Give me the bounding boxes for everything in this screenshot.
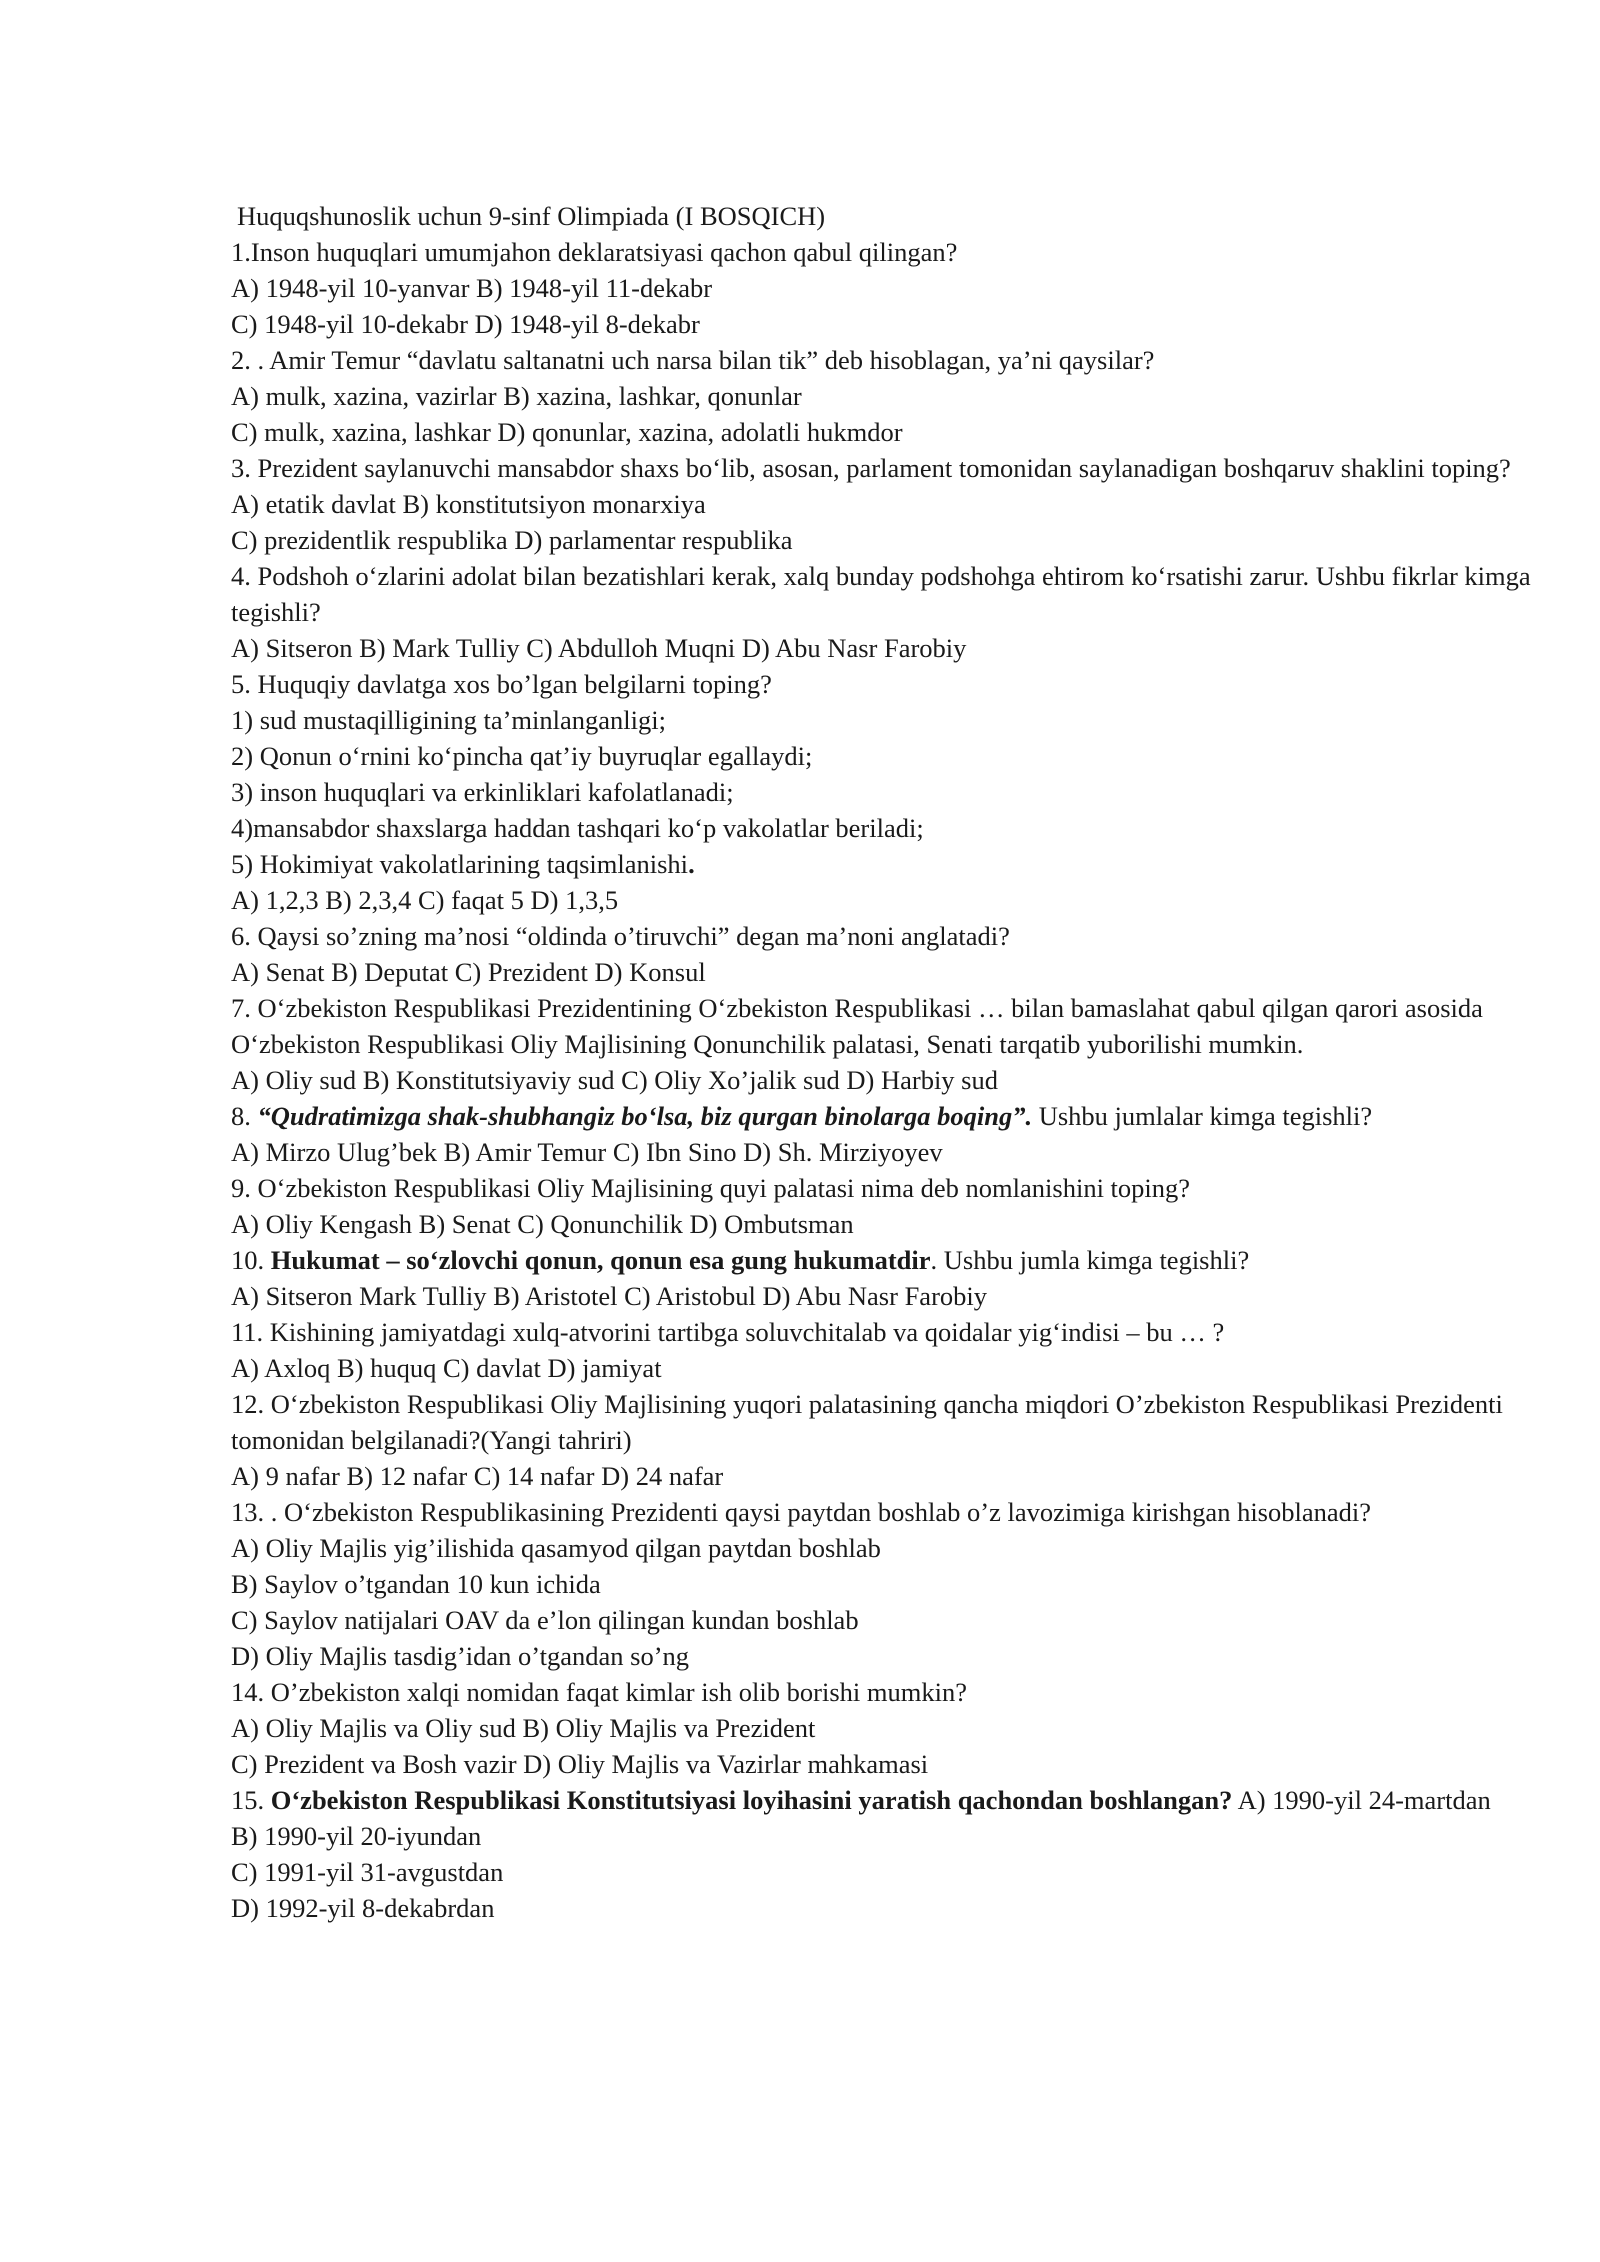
question-6-options: A) Senat B) Deputat C) Prezident D) Konsul (231, 957, 706, 987)
question-10-rest: . Ushbu jumla kimga tegishli? (930, 1245, 1250, 1275)
question-4: 4. Podshoh o‘zlarini adolat bilan bezatishlari kerak, xalq bunday podshohga ehtirom ko‘rsatishi zarur. Ushbu fikrlar kimga tegishli? (231, 561, 1531, 627)
question-1: 1.Inson huquqlari umumjahon deklaratsiyasi qachon qabul qilingan? (231, 237, 958, 267)
question-4-options: A) Sitseron B) Mark Tulliy C) Abdulloh Muqni D) Abu Nasr Farobiy (231, 633, 967, 663)
question-2-options-ab: A) mulk, xazina, vazirlar B) xazina, lashkar, qonunlar (231, 381, 802, 411)
question-5-statement-1: 1) sud mustaqilligining ta’minlanganligi; (231, 705, 666, 735)
question-12: 12. O‘zbekiston Respublikasi Oliy Majlisining yuqori palatasining qancha miqdori O’zbekiston Respublikasi Prezidenti tomonidan belgilanadi?(Yangi tahriri) (231, 1389, 1503, 1455)
question-15-text: O‘zbekiston Respublikasi Konstitutsiyasi loyihasini yaratish qachondan boshlangan? (270, 1785, 1233, 1815)
question-12-options: A) 9 nafar B) 12 nafar C) 14 nafar D) 24 nafar (231, 1461, 724, 1491)
question-5-statement-5 (231, 846, 1531, 882)
question-13-option-c: C) Saylov natijalari OAV da e’lon qilingan kundan boshlab (231, 1605, 859, 1635)
question-6: 6. Qaysi so’zning ma’nosi “oldinda o’tiruvchi” degan ma’noni anglatadi? (231, 921, 1010, 951)
question-5: 5. Huquqiy davlatga xos bo’lgan belgilarni toping? (231, 669, 772, 699)
question-5-options: A) 1,2,3 B) 2,3,4 C) faqat 5 D) 1,3,5 (231, 885, 619, 915)
question-13-option-b: B) Saylov o’tgandan 10 kun ichida (231, 1569, 601, 1599)
question-14: 14. O’zbekiston xalqi nomidan faqat kimlar ish olib borishi mumkin? (231, 1677, 967, 1707)
question-8 (231, 1098, 1531, 1134)
question-11: 11. Kishining jamiyatdagi xulq-atvorini tartibga soluvchitalab va qoidalar yig‘indisi – bu … ? (231, 1317, 1225, 1347)
question-15-number: 15. (231, 1785, 271, 1815)
question-3-options-ab: A) etatik davlat B) konstitutsiyon monarxiya (231, 489, 706, 519)
document-title: Huquqshunoslik uchun 9-sinf Olimpiada (I BOSQICH) (237, 201, 826, 231)
question-15-option-b: B) 1990-yil 20-iyundan (231, 1821, 482, 1851)
question-15 (231, 1782, 1531, 1818)
question-7-options: A) Oliy sud B) Konstitutsiyaviy sud C) Oliy Xo’jalik sud D) Harbiy sud (231, 1065, 998, 1095)
question-15-option-c: C) 1991-yil 31-avgustdan (231, 1857, 504, 1887)
question-13-option-a: A) Oliy Majlis yig’ilishida qasamyod qilgan paytdan boshlab (231, 1533, 881, 1563)
olympiad-document (231, 198, 1531, 1926)
question-14-options-ab: A) Oliy Majlis va Oliy sud B) Oliy Majlis va Prezident (231, 1713, 816, 1743)
question-13: 13. . O‘zbekiston Respublikasining Prezidenti qaysi paytdan boshlab o’z lavozimiga kirishgan hisoblanadi? (231, 1497, 1372, 1527)
question-10-number: 10. (231, 1245, 271, 1275)
question-10-options: A) Sitseron Mark Tulliy B) Aristotel C) Aristobul D) Abu Nasr Farobiy (231, 1281, 988, 1311)
question-8-rest: Ushbu jumlalar kimga tegishli? (1032, 1101, 1373, 1131)
question-9-options: A) Oliy Kengash B) Senat C) Qonunchilik D) Ombutsman (231, 1209, 854, 1239)
question-3: 3. Prezident saylanuvchi mansabdor shaxs bo‘lib, asosan, parlament tomonidan saylanadigan boshqaruv shaklini toping? (231, 453, 1511, 483)
question-14-options-cd: C) Prezident va Bosh vazir D) Oliy Majlis va Vazirlar mahkamasi (231, 1749, 929, 1779)
question-10-quote: Hukumat – so‘zlovchi qonun, qonun esa gung hukumatdir (270, 1245, 931, 1275)
question-3-options-cd: C) prezidentlik respublika D) parlamentar respublika (231, 525, 793, 555)
question-2-options-cd: C) mulk, xazina, lashkar D) qonunlar, xazina, adolatli hukmdor (231, 417, 903, 447)
question-8-options: A) Mirzo Ulug’bek B) Amir Temur C) Ibn Sino D) Sh. Mirziyoyev (231, 1137, 943, 1167)
question-9: 9. O‘zbekiston Respublikasi Oliy Majlisining quyi palatasi nima deb nomlanishini toping? (231, 1173, 1191, 1203)
question-8-quote: “Qudratimizga shak-shubhangiz bo‘lsa, biz qurgan binolarga boqing”. (257, 1101, 1033, 1131)
question-7: 7. O‘zbekiston Respublikasi Prezidentining O‘zbekiston Respublikasi … bilan bamaslahat qabul qilgan qarori asosida O‘zbekiston Respublikasi Oliy Majlisining Qonunchilik palatasi, Senati tarqatib yuborilishi mumkin. (231, 993, 1483, 1059)
statement-5-text: 5) Hokimiyat vakolatlarining taqsimlanishi (231, 849, 689, 879)
question-13-option-d: D) Oliy Majlis tasdig’idan o’tgandan so’ng (231, 1641, 690, 1671)
question-15-option-a: A) 1990-yil 24-martdan (1232, 1785, 1491, 1815)
question-1-options-ab: A) 1948-yil 10-yanvar B) 1948-yil 11-dekabr (231, 273, 713, 303)
question-1-options-cd: C) 1948-yil 10-dekabr D) 1948-yil 8-dekabr (231, 309, 700, 339)
question-8-number: 8. (231, 1101, 258, 1131)
question-11-options: A) Axloq B) huquq C) davlat D) jamiyat (231, 1353, 662, 1383)
question-10 (231, 1242, 1531, 1278)
question-2: 2. . Amir Temur “davlatu saltanatni uch narsa bilan tik” deb hisoblagan, ya’ni qaysilar? (231, 345, 1155, 375)
question-5-statement-2: 2) Qonun o‘rnini ko‘pincha qat’iy buyruqlar egallaydi; (231, 741, 813, 771)
question-15-option-d: D) 1992-yil 8-dekabrdan (231, 1893, 495, 1923)
question-5-statement-3: 3) inson huquqlari va erkinliklari kafolatlanadi; (231, 777, 734, 807)
statement-5-period: . (688, 849, 695, 879)
question-5-statement-4: 4)mansabdor shaxslarga haddan tashqari ko‘p vakolatlar beriladi; (231, 813, 924, 843)
